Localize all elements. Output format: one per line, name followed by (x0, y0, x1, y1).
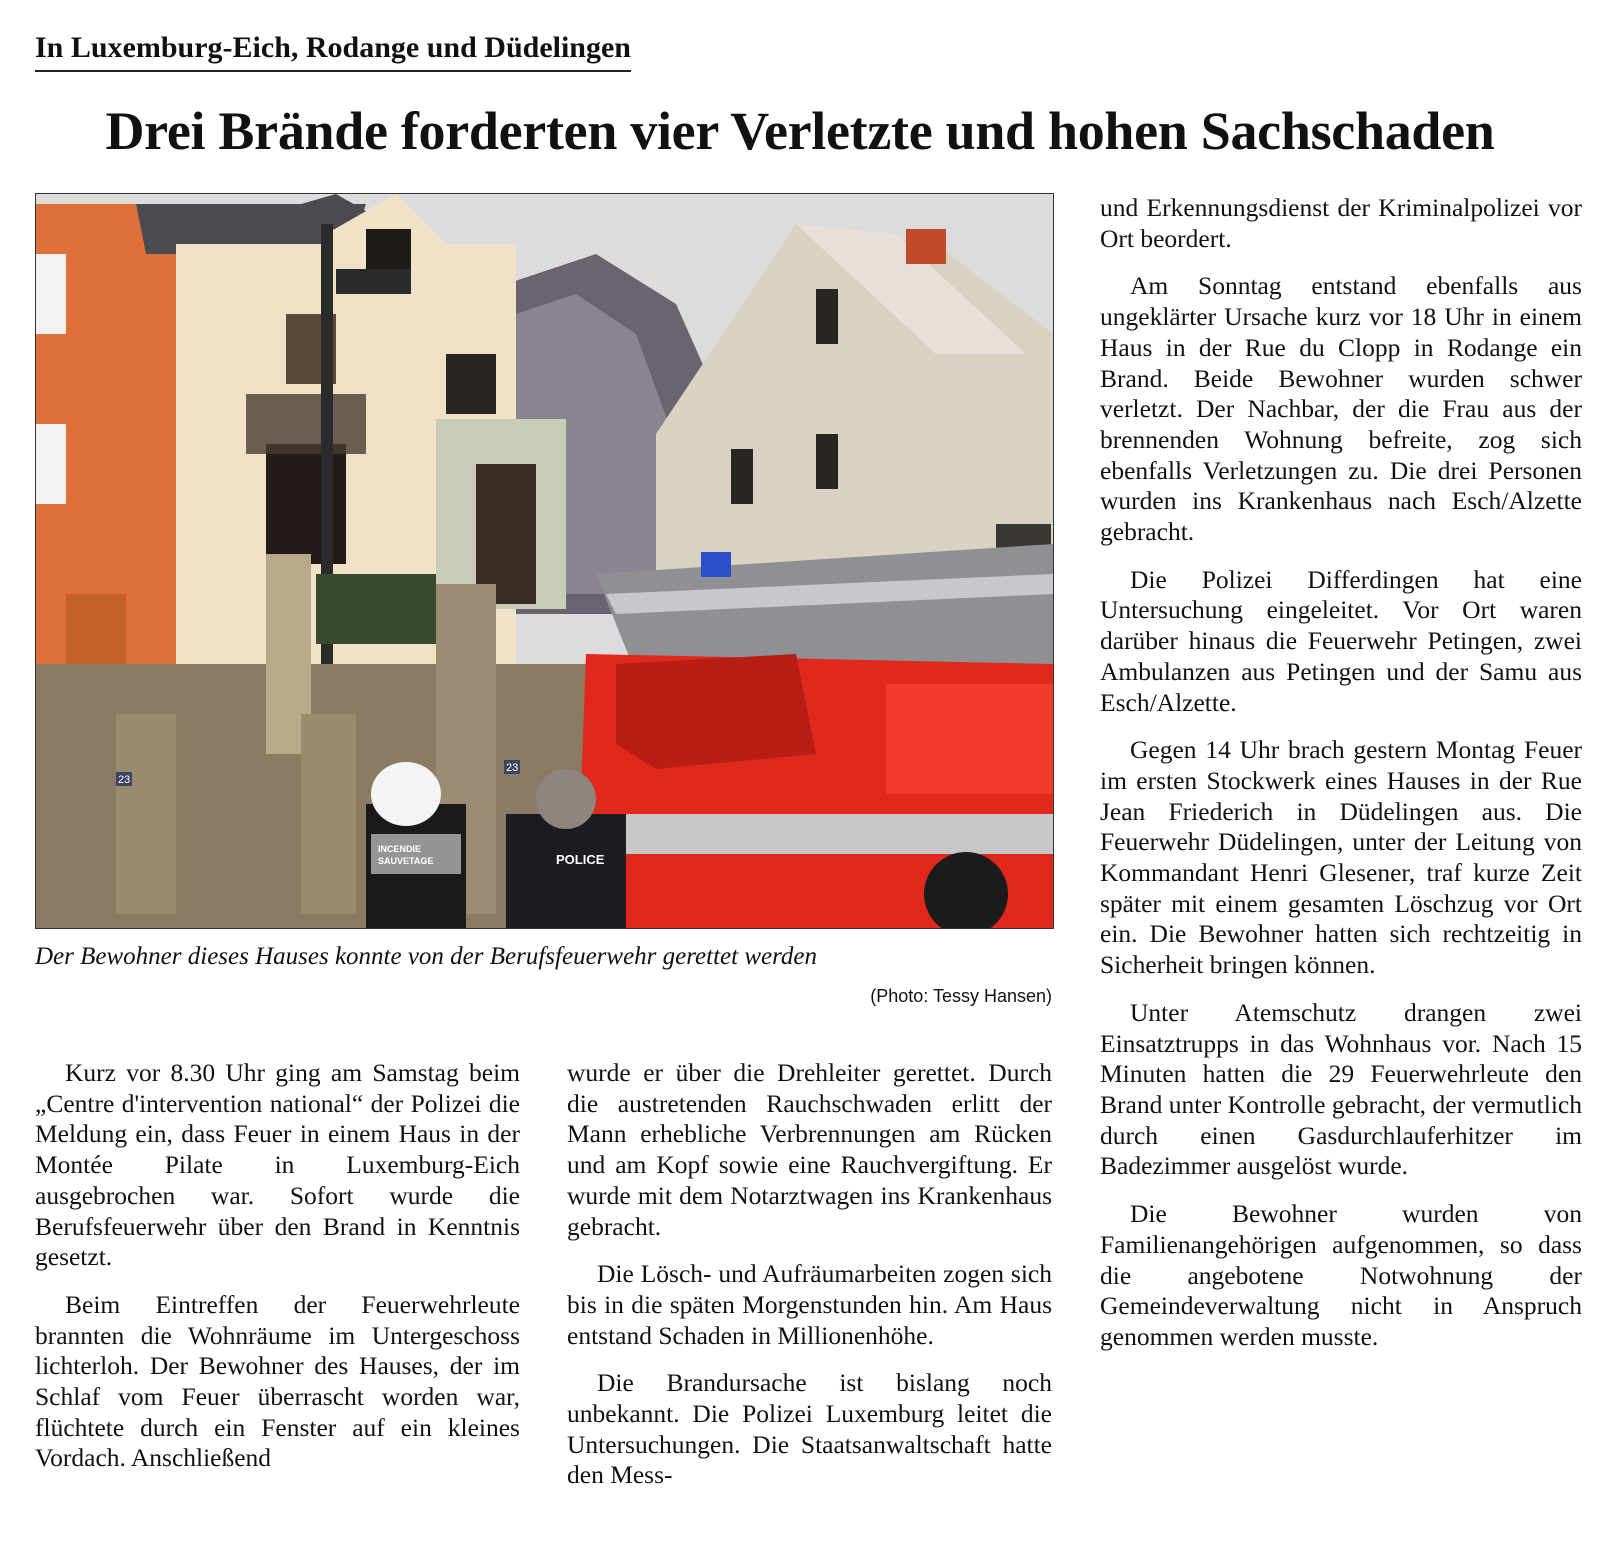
article-headline: Drei Brände forderten vier Verletzte und hohen Sachschaden (105, 101, 1495, 161)
paragraph: Beim Eintreffen der Feuerwehrleute brannten die Wohnräume im Untergeschoss lichterloh. Der Bewohner des Hauses, der im Schlaf vom Feuer überrascht worden war, flüchtete durch ein Fenster auf ein kleines Vordach. Anschließend (35, 1289, 520, 1473)
paragraph: Die Brandursache ist bislang noch unbekannt. Die Polizei Luxemburg leitet die Untersuchungen. Die Staatsanwaltschaft hatte den Mess- (567, 1368, 1052, 1490)
paragraph: wurde er über die Drehleiter gerettet. Durch die austretenden Rauchschwaden erlitt der Mann erhebliche Verbrennungen am Rücken und am Kopf sowie eine Rauchvergiftung. Er wurde mit dem Notarztwagen ins Krankenhaus gebracht. (567, 1058, 1052, 1241)
paragraph: Am Sonntag entstand ebenfalls aus ungeklärter Ursache kurz vor 18 Uhr in einem Haus in der Rue du Clopp in Rodange ein Brand. Beide Bewohner wurden schwer verletzt. Der Nachbar, der die Frau aus der brennenden Wohnung befreite, zog sich ebenfalls Verletzungen zu. Die drei Personen wurden ins Krankenhaus nach Esch/Alzette gebracht. (1100, 271, 1582, 547)
article-column-3 (1100, 193, 1582, 1353)
article-column-1 (35, 1058, 520, 1474)
article-photo (35, 193, 1054, 929)
paragraph: Die Polizei Differdingen hat eine Untersuchung eingeleitet. Vor Ort waren darüber hinaus die Feuerwehr Petingen, zwei Ambulanzen aus Petingen und der Samu aus Esch/Alzette. (1100, 564, 1582, 717)
jacket-label-sauvetage: SAUVETAGE (378, 856, 434, 866)
paragraph: Kurz vor 8.30 Uhr ging am Samstag beim „Centre d'intervention national“ der Polizei die Meldung ein, dass Feuer in einem Haus in der Montée Pilate in Luxemburg-Eich ausgebrochen war. Sofort wurde die Berufsfeuerwehr über den Brand in Kenntnis gesetzt. (35, 1058, 520, 1272)
jacket-label-police: POLICE (556, 852, 605, 867)
paragraph: Gegen 14 Uhr brach gestern Montag Feuer im ersten Stockwerk eines Hauses in der Rue Jean Friederich in Düdelingen aus. Die Feuerwehr Düdelingen, unter der Leitung von Kommandant Henri Glesener, traf kurze Zeit später mit einem gesamten Löschzug vor Ort ein. Die Bewohner hatten sich rechtzeitig in Sicherheit bringen können. (1100, 735, 1582, 980)
house-number-left: 23 (118, 774, 131, 786)
article-kicker: In Luxemburg-Eich, Rodange und Düdelingen (35, 28, 631, 72)
paragraph: und Erkennungsdienst der Kriminalpolizei vor Ort beordert. (1100, 193, 1582, 253)
paragraph: Unter Atemschutz drangen zwei Einsatztrupps in das Wohnhaus vor. Nach 15 Minuten hatten die 29 Feuerwehrleute den Brand unter Kontrolle gebracht, der vermutlich durch einen Gasdurchlauferhitzer im Badezimmer ausgelöst wurde. (1100, 997, 1582, 1181)
house-number-right: 23 (506, 762, 519, 774)
paragraph: Die Lösch- und Aufräumarbeiten zogen sich bis in die späten Morgenstunden hin. Am Haus entstand Schaden in Millionenhöhe. (567, 1259, 1052, 1350)
photo-caption: Der Bewohner dieses Hauses konnte von der Berufsfeuerwehr gerettet werden (35, 943, 817, 970)
jacket-label-incendie: INCENDIE (378, 844, 422, 854)
article-column-2 (567, 1058, 1052, 1491)
photo-credit: (Photo: Tessy Hansen) (870, 986, 1052, 1006)
paragraph: Die Bewohner wurden von Familienangehörigen aufgenommen, so dass die angebotene Notwohnung der Gemeindeverwaltung nicht in Anspruch genommen werden musste. (1100, 1199, 1582, 1351)
